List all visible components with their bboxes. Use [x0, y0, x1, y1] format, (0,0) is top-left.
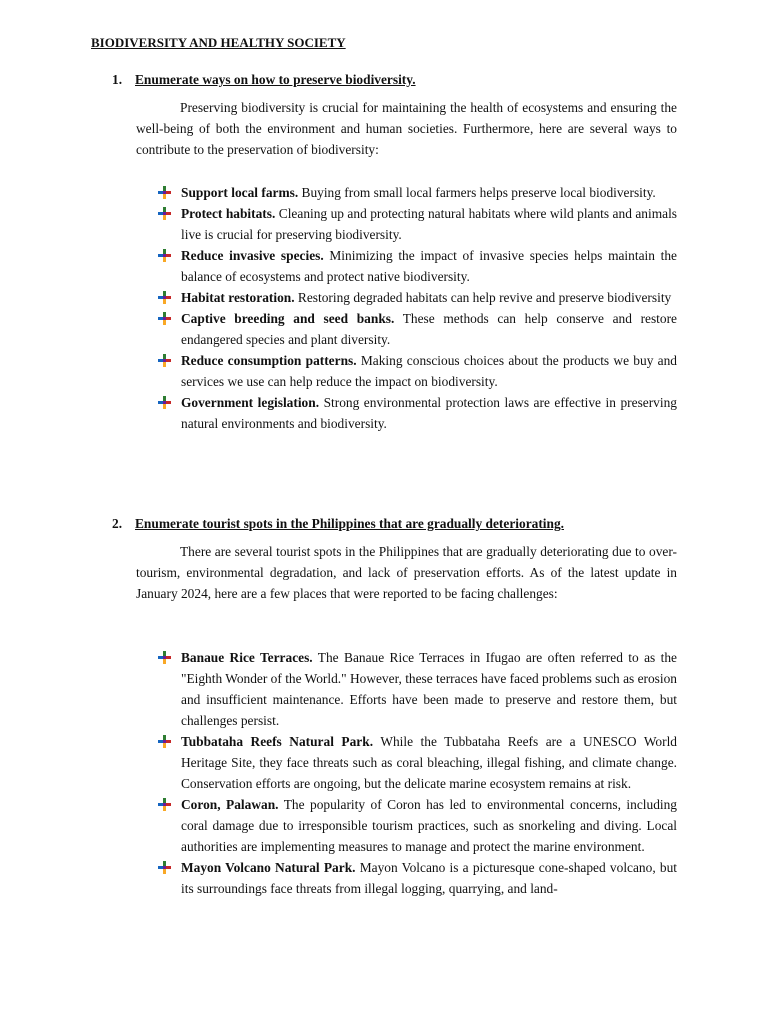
item-text: These methods can help conserve and restore endangered species and plant diversity. — [181, 311, 677, 347]
list-item — [0, 392, 768, 434]
cross-bullet-icon — [158, 312, 171, 325]
item-text: Buying from small local farmers helps preserve local biodiversity. — [298, 185, 656, 200]
item-text: While the Tubbataha Reefs are a UNESCO World Heritage Site, they face threats such as coral bleaching, illegal fishing, and climate change. Conservation efforts are ongoing, but the delicate marine ecosystem remains at risk. — [181, 734, 677, 791]
item-text: Minimizing the impact of invasive species helps maintain the balance of ecosystems and protect native biodiversity. — [181, 248, 677, 284]
item-text: Making conscious choices about the products we buy and services we use can help reduce the impact on biodiversity. — [181, 353, 677, 389]
list-item — [0, 287, 768, 308]
item-text: Restoring degraded habitats can help revive and preserve biodiversity — [294, 290, 672, 305]
list-item — [0, 794, 768, 857]
section-2-number: 2. — [112, 516, 123, 531]
item-term: Habitat restoration. — [181, 290, 295, 305]
item-text: Mayon Volcano is a picturesque cone-shaped volcano, but its surroundings face threats from illegal logging, quarrying, and land- — [181, 860, 677, 896]
item-text: The Banaue Rice Terraces in Ifugao are often referred to as the "Eighth Wonder of the World." However, these terraces have faced problems such as erosion and insufficient maintenance. Efforts have been made to preserve and restore them, but challenges persist. — [181, 650, 677, 728]
item-term: Coron, Palawan. — [181, 797, 279, 812]
cross-bullet-icon — [158, 798, 171, 811]
item-text: Strong environmental protection laws are effective in preserving natural environments and biodiversity. — [181, 395, 677, 431]
section-2-heading-text: Enumerate tourist spots in the Philippines that are gradually deteriorating. — [135, 516, 564, 531]
cross-bullet-icon — [158, 861, 171, 874]
document-title: BIODIVERSITY AND HEALTHY SOCIETY — [91, 35, 346, 50]
section-2-intro: There are several tourist spots in the Philippines that are gradually deteriorating due to over-tourism, environmental degradation, and lack of preservation efforts. As of the latest update in January 2024, here are a few places that were reported to be facing challenges: — [136, 544, 677, 601]
cross-bullet-icon — [158, 396, 171, 409]
list-item — [0, 245, 768, 287]
item-text: Cleaning up and protecting natural habitats where wild plants and animals live is crucial for preserving biodiversity. — [181, 206, 677, 242]
cross-bullet-icon — [158, 735, 171, 748]
list-item — [0, 647, 768, 731]
cross-bullet-icon — [158, 207, 171, 220]
section-2-heading — [112, 516, 564, 532]
item-term: Banaue Rice Terraces. — [181, 650, 313, 665]
item-term: Mayon Volcano Natural Park. — [181, 860, 356, 875]
item-term: Support local farms. — [181, 185, 299, 200]
list-item — [0, 350, 768, 392]
item-term: Government legislation. — [181, 395, 320, 410]
section-2-list — [0, 647, 768, 899]
item-term: Reduce consumption patterns. — [181, 353, 357, 368]
list-item — [0, 308, 768, 350]
cross-bullet-icon — [158, 354, 171, 367]
cross-bullet-icon — [158, 186, 171, 199]
list-item — [0, 857, 768, 899]
item-term: Reduce invasive species. — [181, 248, 324, 263]
section-1-number: 1. — [112, 72, 123, 87]
list-item — [0, 731, 768, 794]
list-item — [0, 203, 768, 245]
item-term: Tubbataha Reefs Natural Park. — [181, 734, 374, 749]
list-item — [0, 182, 768, 203]
section-1-heading-text: Enumerate ways on how to preserve biodiversity. — [135, 72, 416, 87]
section-1-list — [0, 182, 768, 434]
item-text: The popularity of Coron has led to environmental concerns, including coral damage due to irresponsible tourism practices, such as snorkeling and diving. Local authorities are implementing measures to manage and protect the marine environment. — [181, 797, 677, 854]
item-term: Protect habitats. — [181, 206, 276, 221]
item-term: Captive breeding and seed banks. — [181, 311, 395, 326]
cross-bullet-icon — [158, 291, 171, 304]
section-1-heading — [112, 72, 416, 88]
cross-bullet-icon — [158, 249, 171, 262]
section-1-intro: Preserving biodiversity is crucial for maintaining the health of ecosystems and ensuring the well-being of both the environment and human societies. Furthermore, here are several ways to contribute to the preservation of biodiversity: — [136, 100, 677, 157]
cross-bullet-icon — [158, 651, 171, 664]
